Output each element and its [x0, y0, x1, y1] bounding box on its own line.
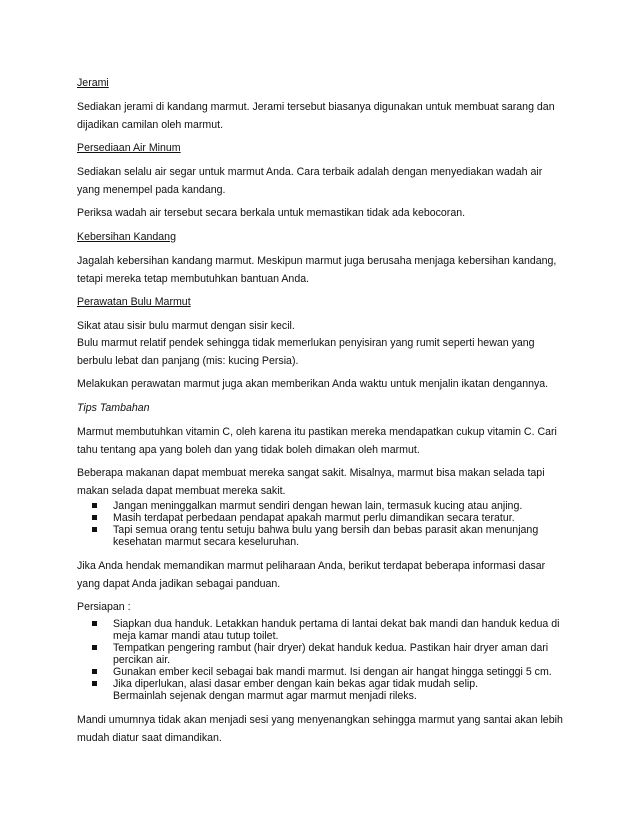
heading-air-minum: Persediaan Air Minum [77, 142, 181, 154]
bullet-icon [92, 515, 97, 520]
list-item: Jika diperlukan, alasi dasar ember dengan kain bekas agar tidak mudah selip. [92, 678, 567, 690]
list-item: Masih terdapat perbedaan pendapat apakah marmut perlu dimandikan secara teratur. [92, 512, 567, 524]
paragraph-bulu-3: Melakukan perawatan marmut juga akan memberikan Anda waktu untuk menjalin ikatan dengannya. [77, 378, 549, 390]
heading-persiapan: Persiapan : [77, 601, 131, 613]
list-item: Siapkan dua handuk. Letakkan handuk pertama di lantai dekat bak mandi dan handuk kedua di meja kamar mandi atau tutup toilet. [92, 618, 567, 642]
paragraph-akhir: Mandi umumnya tidak akan menjadi sesi yang menyenangkan sehingga marmut yang santai akan lebih mudah diatur saat dimandikan. [77, 714, 563, 744]
bullet-icon [92, 669, 97, 674]
list-item-continuation: Bermainlah sejenak dengan marmut agar marmut menjadi rileks. [113, 690, 417, 702]
paragraph-air-1: Sediakan selalu air segar untuk marmut Anda. Cara terbaik adalah dengan menyediakan wadah air yang menempel pada kandang. [77, 166, 543, 196]
heading-perawatan-bulu: Perawatan Bulu Marmut [77, 296, 191, 308]
paragraph-bulu-1: Sikat atau sisir bulu marmut dengan sisir kecil. [77, 320, 295, 332]
paragraph-mandi: Jika Anda hendak memandikan marmut peliharaan Anda, berikut terdapat beberapa informasi dasar yang dapat Anda jadikan sebagai panduan. [77, 560, 546, 590]
paragraph-tips-2: Beberapa makanan dapat membuat mereka sangat sakit. Misalnya, marmut bisa makan selada tapi makan selada dapat membuat mereka sakit. [77, 467, 545, 497]
heading-kebersihan: Kebersihan Kandang [77, 231, 176, 243]
heading-jerami: Jerami [77, 77, 109, 89]
bullet-icon [92, 503, 97, 508]
paragraph-kebersihan: Jagalah kebersihan kandang marmut. Meskipun marmut juga berusaha menjaga kebersihan kandang, tetapi mereka tetap membutuhkan bantuan Anda. [77, 255, 557, 285]
list-item: Jangan meninggalkan marmut sendiri dengan hewan lain, termasuk kucing atau anjing. [92, 500, 567, 512]
paragraph-air-2: Periksa wadah air tersebut secara berkala untuk memastikan tidak ada kebocoran. [77, 207, 466, 219]
list-item: Tempatkan pengering rambut (hair dryer) dekat handuk kedua. Pastikan hair dryer aman dari percikan air. [92, 642, 567, 666]
bullet-icon [92, 681, 97, 686]
paragraph-jerami: Sediakan jerami di kandang marmut. Jerami tersebut biasanya digunakan untuk membuat sarang dan dijadikan camilan oleh marmut. [77, 101, 555, 131]
heading-tips: Tips Tambahan [77, 402, 150, 414]
paragraph-bulu-2: Bulu marmut relatif pendek sehingga tidak memerlukan penyisiran yang rumit seperti hewan yang berbulu lebat dan panjang (mis: kucing Persia). [77, 337, 535, 367]
list-item: Tapi semua orang tentu setuju bahwa bulu yang bersih dan bebas parasit akan menunjang kesehatan marmut secara keseluruhan. [92, 524, 567, 548]
bullet-icon [92, 621, 97, 626]
list-item: Gunakan ember kecil sebagai bak mandi marmut. Isi dengan air hangat hingga setinggi 5 cm. [92, 666, 567, 678]
paragraph-tips-1: Marmut membutuhkan vitamin C, oleh karena itu pastikan mereka mendapatkan cukup vitamin C. Cari tahu tentang apa yang boleh dan yang tidak boleh dimakan oleh marmut. [77, 426, 557, 456]
bullet-list-persiapan [92, 618, 567, 702]
bullet-list-tips [92, 500, 567, 548]
bullet-icon [92, 645, 97, 650]
bullet-icon [92, 527, 97, 532]
